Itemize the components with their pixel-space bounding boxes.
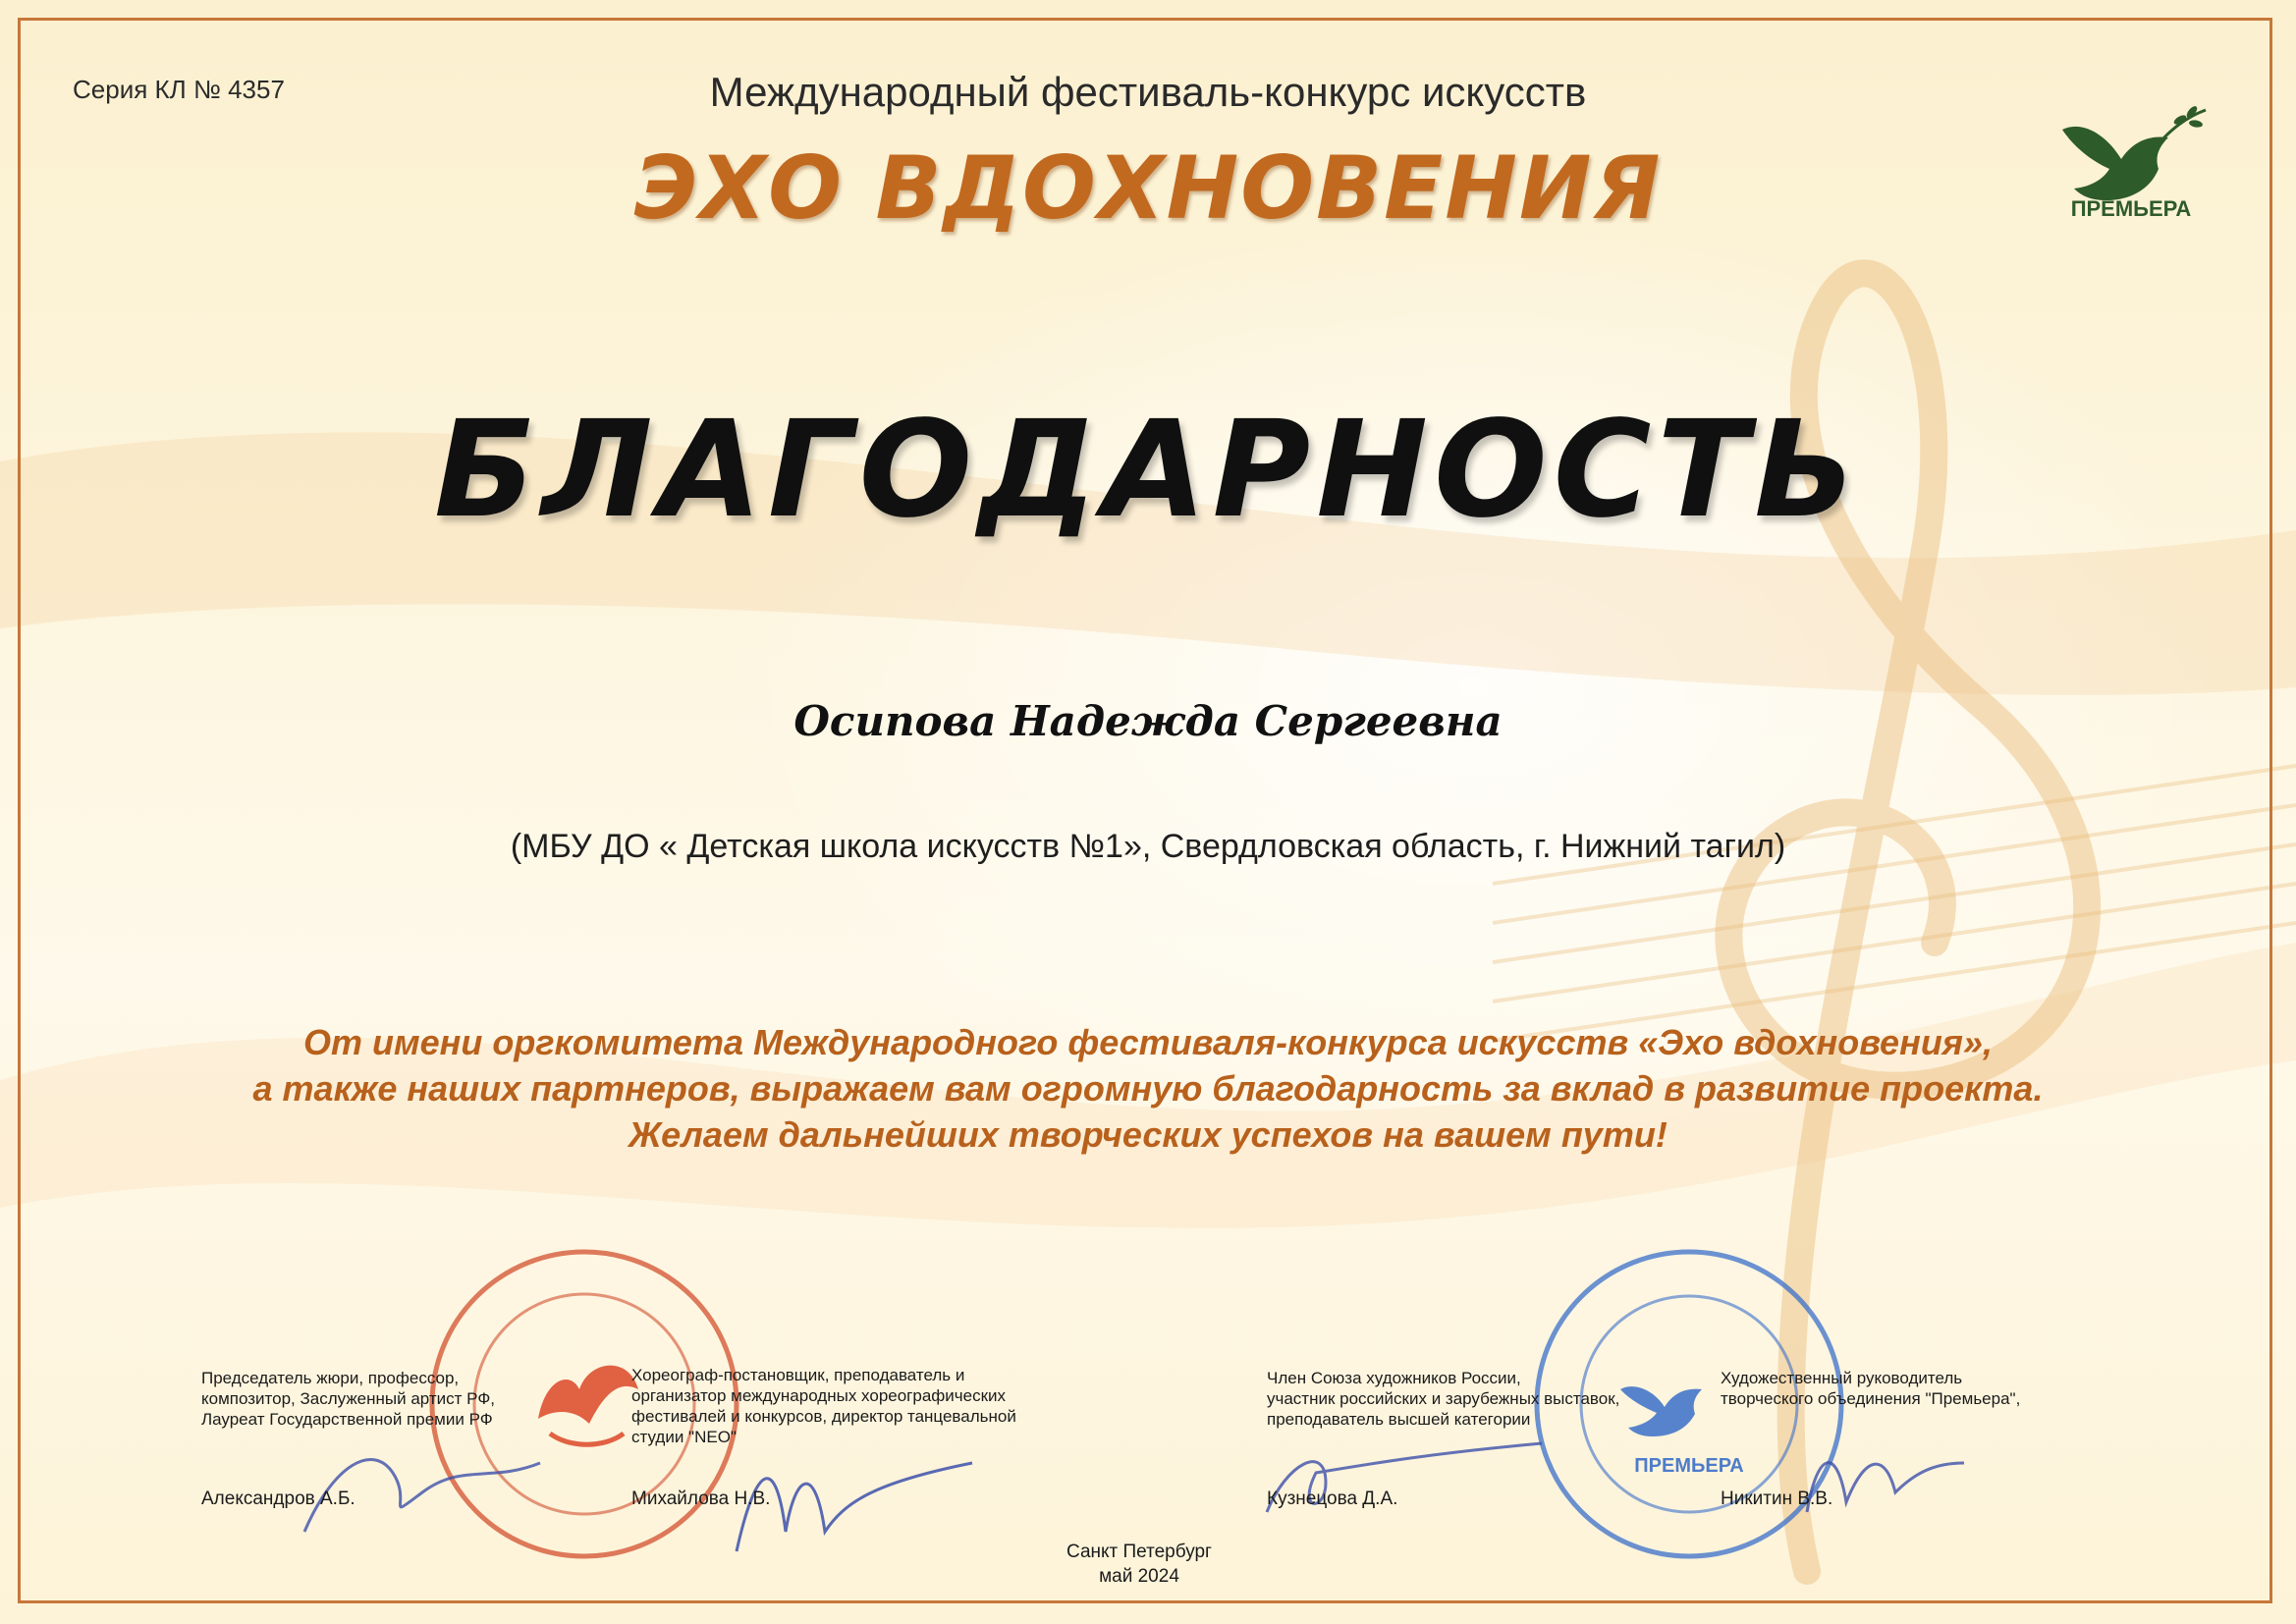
document-title: БЛАГОДАРНОСТЬ — [434, 393, 1862, 548]
signatory-title-1: Председатель жюри, профессор, композитор, Заслуженный артист РФ, Лауреат Государственной премии РФ — [201, 1369, 495, 1429]
message-line: а также наших партнеров, выражаем вам огромную благодарность за вклад в развитие проекта. — [252, 1068, 2044, 1109]
signatory-title-4: Художественный руководитель творческого объединения "Премьера", — [1721, 1369, 2021, 1408]
logo-label: ПРЕМЬЕРА — [2070, 196, 2192, 221]
festival-subtitle: Международный фестиваль-конкурс искусств — [709, 69, 1587, 115]
issue-date: май 2024 — [1099, 1566, 1179, 1587]
signatory-name-2: Михайлова Н.В. — [631, 1489, 771, 1509]
festival-name: ЭХО ВДОХНОВЕНИЯ — [633, 137, 1663, 239]
recipient-institution: (МБУ ДО « Детская школа искусств №1», Свердловская область, г. Нижний тагил) — [510, 828, 1786, 865]
message-line: От имени оргкомитета Международного фестиваля-конкурса искусств «Эхо вдохновения», — [302, 1022, 1994, 1062]
signatory-title-3: Член Союза художников России, участник российских и зарубежных выставок, преподаватель высшей категории — [1267, 1369, 1620, 1429]
signatory-name-1: Александров А.Б. — [201, 1489, 355, 1509]
acknowledgement-message — [0, 1019, 2296, 1158]
signatory-name-4: Никитин В.В. — [1721, 1489, 1833, 1509]
issue-place-date — [982, 1540, 1296, 1589]
certificate-border — [18, 18, 2272, 1603]
recipient-name: Осипова Надежда Сергеевна — [793, 697, 1503, 745]
serial-number: Серия КЛ № 4357 — [73, 75, 285, 104]
signatory-title-2: Хореограф-постановщик, преподаватель и организатор международных хореографических фестивалей и конкурсов, директор танцевальной студии "NEO" — [631, 1366, 1016, 1446]
message-line: Желаем дальнейших творческих успехов на вашем пути! — [629, 1114, 1667, 1155]
issue-city: Санкт Петербург — [1066, 1542, 1212, 1562]
stamp-label: ПРЕМЬЕРА — [1634, 1455, 1744, 1477]
signatory-name-3: Кузнецова Д.А. — [1267, 1489, 1398, 1509]
